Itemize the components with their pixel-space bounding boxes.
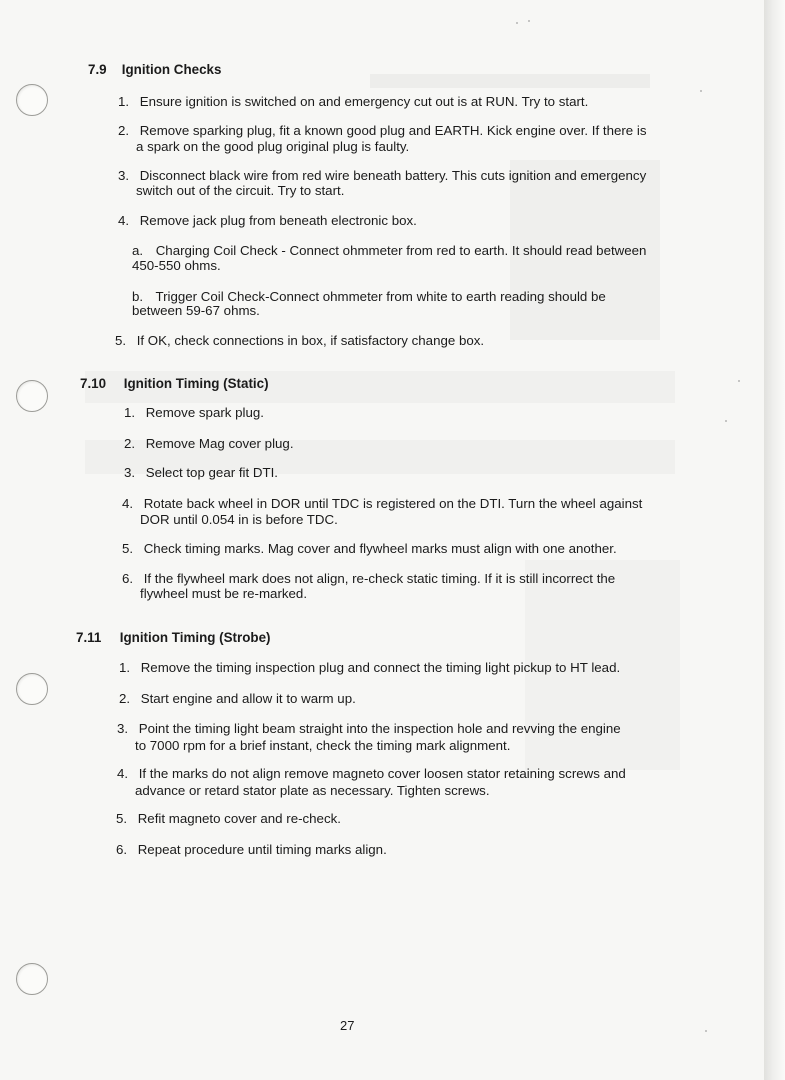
list-item (118, 124, 647, 139)
item-text-line: Select top gear fit DTI. (145, 465, 278, 480)
item-text-line: Remove the timing inspection plug and connect the timing light pickup to HT lead. (140, 660, 621, 675)
item-number: 4. (122, 496, 134, 511)
item-number: 5. (122, 541, 134, 556)
item-text-line: 450-550 ohms. (132, 258, 221, 273)
list-item (119, 661, 620, 676)
item-text-line: If the marks do not align remove magneto cover loosen stator retaining screws and (138, 766, 626, 781)
list-item (116, 843, 387, 858)
punch-hole (16, 380, 48, 412)
item-text-line: Ensure ignition is switched on and emergency cut out is at RUN. Try to start. (139, 94, 589, 109)
list-item (117, 722, 621, 737)
section-title: Ignition Timing (Static) (123, 376, 269, 391)
punch-hole (16, 84, 48, 116)
section-heading (88, 62, 221, 77)
item-continuation (140, 513, 338, 528)
section-number: 7.11 (76, 630, 102, 645)
item-text-line: switch out of the circuit. Try to start. (136, 183, 345, 198)
item-text-line: Disconnect black wire from red wire beneath battery. This cuts ignition and emergency (139, 168, 647, 183)
item-text-line: Repeat procedure until timing marks align. (137, 842, 387, 857)
scan-speck (700, 90, 702, 92)
list-item (116, 812, 341, 827)
sub-item-label: b. (132, 289, 144, 304)
item-text-line: Start engine and allow it to warm up. (140, 691, 356, 706)
list-item (122, 497, 642, 512)
scan-speck (725, 420, 727, 422)
list-item (124, 406, 264, 421)
list-item (124, 466, 278, 481)
scan-speck (528, 20, 530, 22)
item-text-line: advance or retard stator plate as necessary. Tighten screws. (135, 783, 490, 798)
list-item (117, 767, 626, 782)
item-number: 1. (118, 94, 130, 109)
punch-hole (16, 673, 48, 705)
item-text-line: Rotate back wheel in DOR until TDC is registered on the DTI. Turn the wheel against (143, 496, 643, 511)
punch-hole (16, 963, 48, 995)
list-item (118, 169, 646, 184)
item-text-line: Remove spark plug. (145, 405, 264, 420)
item-text-line: Refit magneto cover and re-check. (137, 811, 341, 826)
list-item (122, 542, 617, 557)
item-continuation (140, 587, 307, 602)
sub-item (132, 244, 646, 259)
item-text-line: to 7000 rpm for a brief instant, check the timing mark alignment. (135, 738, 511, 753)
item-number: 4. (118, 213, 130, 228)
section-number: 7.10 (80, 376, 107, 391)
item-text-line: Remove Mag cover plug. (145, 436, 294, 451)
list-item (118, 214, 417, 229)
item-text-line: Remove jack plug from beneath electronic box. (139, 213, 417, 228)
item-text-line: a spark on the good plug original plug is faulty. (136, 139, 410, 154)
item-text-line: flywheel must be re-marked. (140, 586, 308, 601)
item-number: 6. (116, 842, 128, 857)
item-number: 2. (118, 123, 130, 138)
item-continuation (132, 259, 221, 274)
item-text-line: Trigger Coil Check-Connect ohmmeter from white to earth reading should be (155, 289, 606, 304)
item-text-line: If the flywheel mark does not align, re-check static timing. If it is still incorrect the (143, 571, 616, 586)
item-number: 3. (117, 721, 129, 736)
list-item (115, 334, 484, 349)
show-through-shadow (370, 74, 650, 88)
item-number: 3. (124, 465, 136, 480)
item-number: 6. (122, 571, 134, 586)
scan-speck (738, 380, 740, 382)
item-text-line: DOR until 0.054 in is before TDC. (140, 512, 338, 527)
item-number: 1. (119, 660, 131, 675)
sub-item-label: a. (132, 243, 144, 258)
item-continuation (136, 184, 344, 199)
item-number: 2. (124, 436, 136, 451)
scan-speck (516, 22, 518, 24)
item-text-line: Charging Coil Check - Connect ohmmeter from red to earth. It should read between (155, 243, 647, 258)
item-number: 2. (119, 691, 131, 706)
item-number: 5. (116, 811, 128, 826)
item-continuation (136, 140, 409, 155)
item-continuation (132, 304, 260, 319)
section-heading (76, 630, 270, 645)
item-text-line: Remove sparking plug, fit a known good plug and EARTH. Kick engine over. If there is (139, 123, 647, 138)
item-continuation (135, 784, 490, 799)
item-text-line: Point the timing light beam straight into the inspection hole and revving the engine (138, 721, 621, 736)
item-number: 5. (115, 333, 127, 348)
scan-speck (705, 1030, 707, 1032)
item-number: 4. (117, 766, 129, 781)
list-item (124, 437, 294, 452)
item-continuation (135, 739, 510, 754)
section-heading (80, 376, 269, 391)
item-text-line: If OK, check connections in box, if satisfactory change box. (136, 333, 485, 348)
section-title: Ignition Checks (121, 62, 222, 77)
page-edge-shadow (764, 0, 785, 1080)
item-number: 3. (118, 168, 130, 183)
item-number: 1. (124, 405, 136, 420)
item-text-line: between 59-67 ohms. (132, 303, 260, 318)
section-title: Ignition Timing (Strobe) (119, 630, 271, 645)
list-item (119, 692, 356, 707)
page-number: 27 (340, 1018, 355, 1033)
list-item (122, 572, 615, 587)
item-text-line: Check timing marks. Mag cover and flywheel marks must align with one another. (143, 541, 617, 556)
section-number: 7.9 (88, 62, 107, 77)
list-item (118, 95, 588, 110)
